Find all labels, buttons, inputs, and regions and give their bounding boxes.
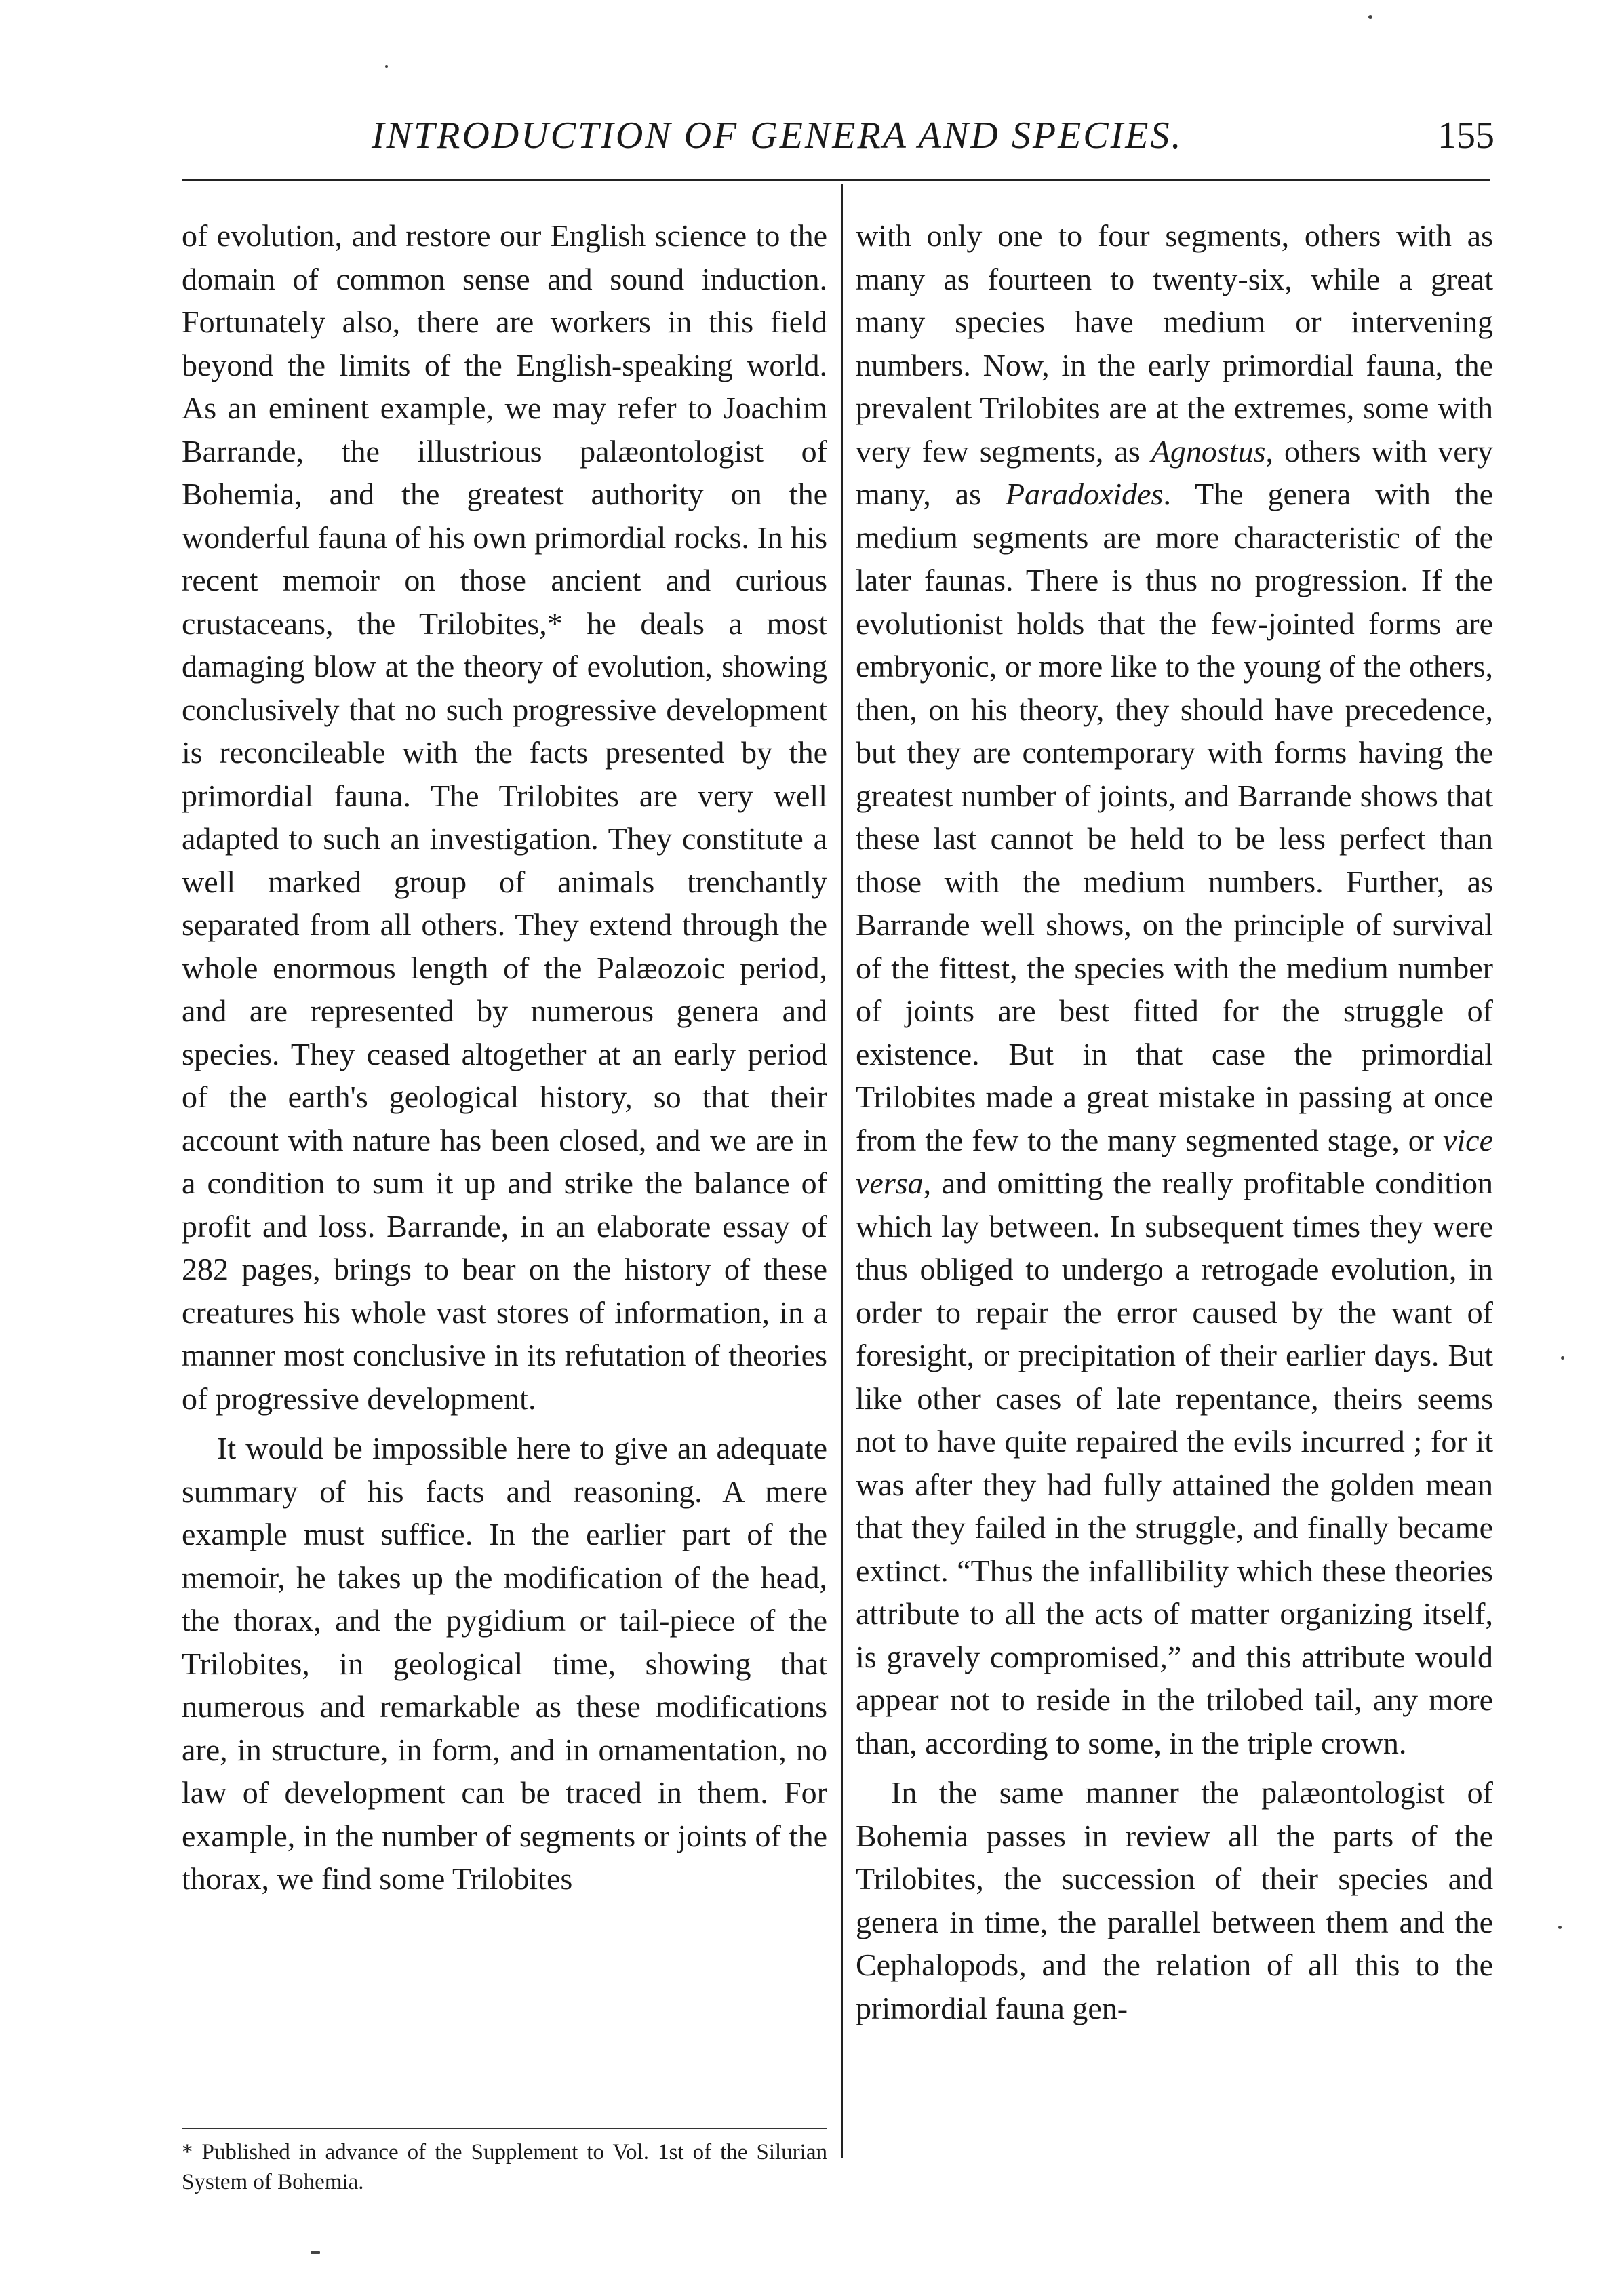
scan-speck (1558, 1926, 1562, 1929)
genus-paradoxides: Paradoxides (1005, 477, 1164, 511)
right-paragraph-2: In the same manner the palæontologist of Bohemia passes in review all the parts of the Trilobites, the succession of their species and genera in time, the parallel between them and the Cephalopods, and the relation of all this to the primordial fauna gen- (856, 1775, 1493, 2025)
running-title: INTRODUCTION OF GENERA AND SPECIES. (372, 115, 1183, 157)
left-column (182, 214, 827, 1901)
latin-phrase: vice versa (856, 1122, 1493, 1200)
right-paragraph-1 (856, 214, 1493, 1764)
footnote-rule (182, 2128, 827, 2129)
right-column (856, 214, 1493, 2030)
scan-speck (1561, 1356, 1564, 1360)
right-text-segment: , and omitting the really profitable condition which lay between. In subsequent times they were thus obliged to undergo a retrogade evolution, in order to repair the error caused by the want of foresight, or precipitation of their earlier days. But like other cases of late repentance, theirs seems not to have quite repaired the evils incurred ; for it was after they had fully attained the golden mean that they failed in the struggle, and finally became extinct. “Thus the infallibility which these theories attribute to all the acts of matter organizing itself, is gravely compromised,” and this attribute would appear not to reside in the trilobed tail, any more than, according to some, in the triple crown. (856, 1166, 1493, 1760)
scan-speck (385, 65, 388, 68)
right-text-segment: , others with very many, as (856, 433, 1493, 511)
scan-speck (1368, 15, 1372, 19)
genus-agnostus: Agnostus (1151, 433, 1266, 469)
header-rule (182, 179, 1490, 181)
footnote: * Published in advance of the Supplement to Vol. 1st of the Silurian System of Bohemia. (182, 2140, 827, 2194)
right-text-segment: . The genera with the medium segments are more characteristic of the later faunas. There is thus no progression. If the evolutionist holds that the few-jointed forms are embryonic, or more like to the young of the others, then, on his theory, they should have precedence, but they are contemporary with forms having the greatest number of joints, and Barrande shows that these last cannot be held to be less perfect than those with the medium numbers. Further, as Barrande well shows, on the principle of survival of the fittest, the species with the medium number of joints are best fitted for the struggle of existence. But in that case the primordial Trilobites made a great mistake in passing at once from the few to the many segmented stage, or (856, 477, 1493, 1157)
page-number: 155 (1438, 115, 1494, 157)
column-divider (841, 184, 843, 2158)
right-text-segment: with only one to four segments, others with as many as fourteen to twenty-six, while a great many species have medium or intervening numbers. Now, in the early primordial fauna, the prevalent Trilobites are at the extremes, some with very few segments, as (856, 218, 1493, 469)
left-paragraph-2: It would be impossible here to give an adequate summary of his facts and reasoning. A mere example must suffice. In the earlier part of the memoir, he takes up the modification of the head, the thorax, and the pygidium or tail-piece of the Trilobites, in geological time, showing that numerous and remarkable as these modifications are, in structure, in form, and in ornamentation, no law of development can be traced in them. For example, in the number of segments or joints of the thorax, we find some Trilobites (182, 1431, 827, 1896)
scan-speck (311, 2251, 320, 2254)
left-paragraph-1: of evolution, and restore our English science to the domain of common sense and sound induction. Fortunately also, there are workers in this field beyond the limits of the English-speaking world. As an eminent example, we may refer to Joachim Barrande, the illustrious palæontologist of Bohemia, and the greatest authority on the wonderful fauna of his own primordial rocks. In his recent memoir on those ancient and curious crustaceans, the Trilobites,* he deals a most damaging blow at the theory of evolution, showing conclusively that no such progressive development is reconcileable with the facts presented by the primordial fauna. The Trilobites are very well adapted to such an investigation. They constitute a well marked group of animals trenchantly separated from all others. They extend through the whole enormous length of the Palæozoic period, and are represented by numerous genera and species. They ceased altogether at an early period of the earth's geological history, so that their account with nature has been closed, and we are in a condition to sum it up and strike the balance of profit and loss. Barrande, in an elaborate essay of 282 pages, brings to bear on the history of these creatures his whole vast stores of information, in a manner most conclusive in its refutation of theories of progressive development. (182, 218, 827, 1416)
